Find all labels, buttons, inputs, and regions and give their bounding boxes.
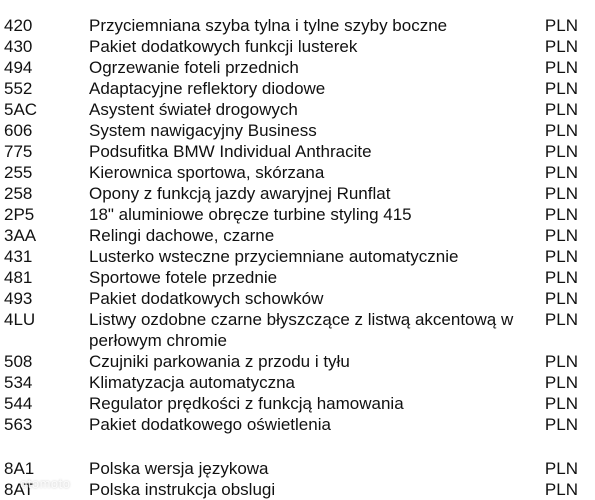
option-description: Listwy ozdobne czarne błyszczące z listwą akcentową w perłowym chromie: [89, 310, 514, 350]
option-description: Asystent świateł drogowych: [89, 100, 298, 119]
option-description: Ogrzewanie foteli przednich: [89, 58, 299, 77]
option-currency: PLN: [544, 79, 578, 98]
option-row: [0, 351, 595, 372]
option-row: [0, 99, 595, 120]
option-currency: PLN: [544, 121, 578, 140]
option-row: [0, 372, 595, 393]
option-code: 493: [4, 289, 33, 308]
option-row: [0, 309, 595, 351]
option-row: [0, 225, 595, 246]
option-row: [0, 288, 595, 309]
section-gap: [0, 435, 595, 458]
option-description: Czujniki parkowania z przodu i tyłu: [89, 352, 350, 371]
option-description: Opony z funkcją jazdy awaryjnej Runflat: [89, 184, 391, 203]
option-currency: PLN: [544, 289, 578, 308]
option-code: 430: [4, 37, 33, 56]
option-code: 8AT: [4, 480, 34, 499]
option-code: 481: [4, 268, 33, 287]
option-currency: PLN: [544, 415, 578, 434]
option-currency: PLN: [544, 352, 578, 371]
option-description: Lusterko wsteczne przyciemniane automatycznie: [89, 247, 459, 266]
watermark: otomoto: [20, 476, 71, 491]
option-row: [0, 183, 595, 204]
option-description: Polska instrukcja obslugi: [89, 480, 276, 499]
option-row: [0, 78, 595, 99]
option-currency: PLN: [544, 247, 578, 266]
option-currency: PLN: [544, 226, 578, 245]
option-code: 2P5: [4, 205, 35, 224]
option-row: [0, 120, 595, 141]
option-row: [0, 36, 595, 57]
option-code: 544: [4, 394, 33, 413]
option-currency: PLN: [544, 394, 578, 413]
option-code: 534: [4, 373, 33, 392]
option-code: 3AA: [4, 226, 37, 245]
option-description: Klimatyzacja automatyczna: [89, 373, 295, 392]
option-row: [0, 393, 595, 414]
option-currency: PLN: [544, 480, 578, 499]
option-description: Regulator prędkości z funkcją hamowania: [89, 394, 404, 413]
option-description: Sportowe fotele przednie: [89, 268, 278, 287]
option-currency: PLN: [544, 310, 578, 329]
option-code: 431: [4, 247, 33, 266]
option-description: Pakiet dodatkowych schowków: [89, 289, 324, 308]
option-row: [0, 414, 595, 435]
option-currency: PLN: [544, 205, 578, 224]
option-code: 8A1: [4, 459, 35, 478]
option-row: [0, 204, 595, 225]
option-description: Przyciemniana szyba tylna i tylne szyby boczne: [89, 16, 448, 35]
option-currency: PLN: [544, 373, 578, 392]
option-code: 508: [4, 352, 33, 371]
option-code: 420: [4, 16, 33, 35]
option-row: [0, 458, 595, 479]
option-code: 775: [4, 142, 33, 161]
option-currency: PLN: [544, 142, 578, 161]
option-code: 258: [4, 184, 33, 203]
option-description: Kierownica sportowa, skórzana: [89, 163, 325, 182]
option-code: 4LU: [4, 310, 36, 329]
option-row: [0, 267, 595, 288]
option-code: 5AC: [4, 100, 38, 119]
option-code: 552: [4, 79, 33, 98]
option-currency: PLN: [544, 184, 578, 203]
option-row: [0, 15, 595, 36]
option-currency: PLN: [544, 37, 578, 56]
option-currency: PLN: [544, 459, 578, 478]
option-currency: PLN: [544, 268, 578, 287]
option-row: [0, 162, 595, 183]
option-row: [0, 141, 595, 162]
option-code: 255: [4, 163, 33, 182]
option-row: [0, 246, 595, 267]
option-currency: PLN: [544, 16, 578, 35]
option-currency: PLN: [544, 100, 578, 119]
option-description: Relingi dachowe, czarne: [89, 226, 275, 245]
option-description: 18" aluminiowe obręcze turbine styling 415: [89, 205, 412, 224]
option-currency: PLN: [544, 58, 578, 77]
option-code: 606: [4, 121, 33, 140]
option-currency: PLN: [544, 163, 578, 182]
option-description: Adaptacyjne reflektory diodowe: [89, 79, 326, 98]
option-row: [0, 57, 595, 78]
option-code: 563: [4, 415, 33, 434]
options-table: [0, 15, 595, 500]
option-description: Podsufitka BMW Individual Anthracite: [89, 142, 372, 161]
option-description: Pakiet dodatkowego oświetlenia: [89, 415, 331, 434]
option-description: System nawigacyjny Business: [89, 121, 317, 140]
option-description: Pakiet dodatkowych funkcji lusterek: [89, 37, 358, 56]
option-description: Polska wersja językowa: [89, 459, 269, 478]
option-code: 494: [4, 58, 33, 77]
